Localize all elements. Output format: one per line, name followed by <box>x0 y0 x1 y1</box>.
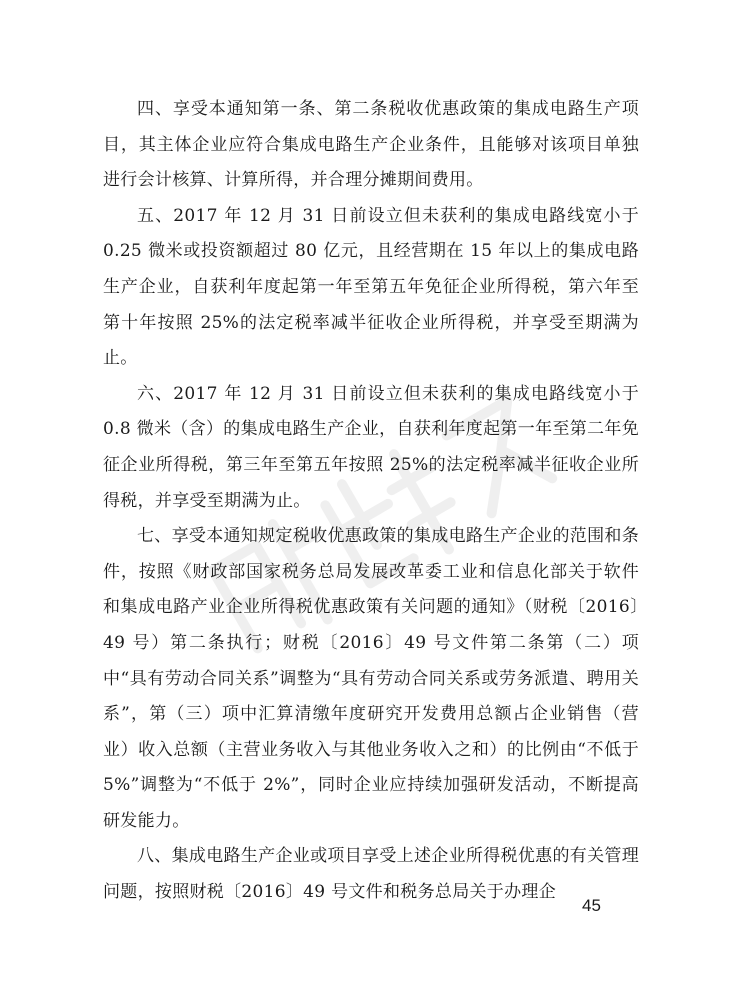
paragraph-article-6: 六、2017 年 12 月 31 日前设立但未获利的集成电路线宽小于 0.8 微米（含）的集成电路生产企业，自获利年度起第一年至第二年免征企业所得税，第三年至第五年按照 25%的法定税率减半征收企业所得税，并享受至期满为止。 <box>103 383 639 511</box>
paragraph-article-5: 五、2017 年 12 月 31 日前设立但未获利的集成电路线宽小于 0.25 微米或投资额超过 80 亿元，且经营期在 15 年以上的集成电路生产企业，自获利年度起第一年至第五年免征企业所得税，第六年至第十年按照 25%的法定税率减半征收企业所得税，并享受至期满为止。 <box>103 205 639 369</box>
document-body <box>103 92 639 911</box>
page-number: 45 <box>582 896 601 915</box>
paragraph-article-7: 七、享受本通知规定税收优惠政策的集成电路生产企业的范围和条件，按照《财政部国家税务总局发展改革委工业和信息化部关于软件和集成电路产业企业所得税优惠政策有关问题的通知》（财税〔2016〕49 号）第二条执行；财税〔2016〕49 号文件第二条第（二）项中“具有劳动合同关系”调整为“具有劳动合同关系或劳务派遣、聘用关系”，第（三）项中汇算清缴年度研究开发费用总额占企业销售（营业）收入总额（主营业务收入与其他业务收入之和）的比例由“不低于 5%”调整为“不低于 2%”，同时企业应持续加强研发活动，不断提高研发能力。 <box>103 526 639 831</box>
paragraph-article-4: 四、享受本通知第一条、第二条税收优惠政策的集成电路生产项目，其主体企业应符合集成电路生产企业条件，且能够对该项目单独进行会计核算、计算所得，并合理分摊期间费用。 <box>103 99 639 191</box>
paragraph-article-8: 八、集成电路生产企业或项目享受上述企业所得税优惠的有关管理问题，按照财税〔2016〕49 号文件和税务总局关于办理企 <box>103 846 639 903</box>
